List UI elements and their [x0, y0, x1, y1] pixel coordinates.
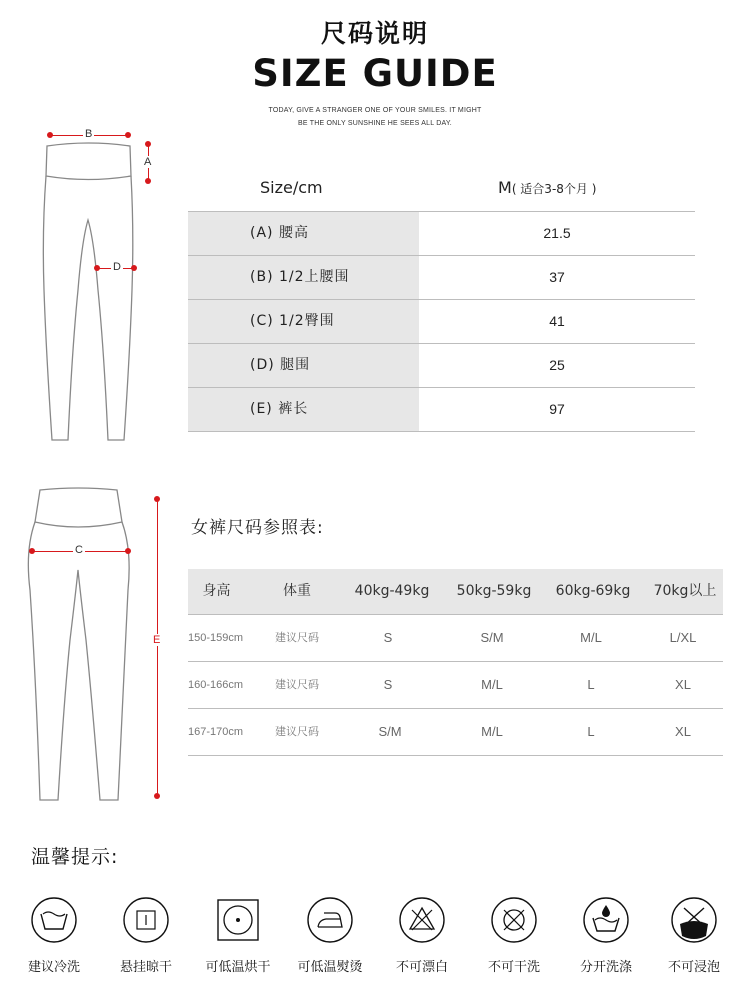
table-row [188, 662, 723, 709]
row-size-50-59: M/L [481, 724, 503, 739]
row-size-70plus: XL [675, 724, 691, 739]
care-label: 不可干洗 [487, 960, 540, 975]
cold-wash-icon [30, 896, 78, 944]
measure-dot-d-right [131, 265, 137, 271]
row-advice: 建议尺码 [275, 725, 319, 738]
measure-line-e [157, 500, 158, 797]
size-row-d [188, 343, 695, 387]
measure-dot-d-left [94, 265, 100, 271]
ref-header-40-49: 40kg-49kg [354, 583, 430, 599]
size-row-value: 25 [549, 357, 565, 373]
measure-dot-a-bottom [145, 178, 151, 184]
leggings-outline-icon [0, 120, 180, 460]
size-row-label: (B) 1/2上腰围 [188, 256, 419, 299]
no-dry-clean-icon [490, 896, 538, 944]
measure-dot-b-right [125, 132, 131, 138]
care-label: 不可浸泡 [667, 960, 720, 975]
title-chinese: 尺码说明 [320, 19, 429, 48]
measure-dot-c-right [125, 548, 131, 554]
measure-dot-e-top [154, 496, 160, 502]
row-size-60-69: L [587, 724, 595, 739]
row-size-50-59: S/M [480, 630, 504, 645]
row-advice: 建议尺码 [275, 631, 319, 644]
care-label: 悬挂晾干 [119, 960, 172, 975]
m-col-header-size: M [498, 178, 512, 197]
row-size-50-59: M/L [481, 677, 503, 692]
row-size-40-49: S/M [378, 724, 402, 739]
tagline-line-1: TODAY, GIVE A STRANGER ONE OF YOUR SMILES. IT MIGHT [268, 107, 482, 114]
size-col-header: Size/cm [260, 178, 323, 197]
row-height: 167-170cm [188, 726, 244, 738]
size-row-label: (C) 1/2臀围 [188, 300, 419, 343]
tips-title: 温馨提示: [31, 846, 119, 868]
care-label: 可低温烘干 [205, 960, 271, 975]
leggings-diagram-front [0, 120, 180, 460]
ref-table-header [188, 569, 723, 615]
hang-dry-icon [122, 896, 170, 944]
leggings-diagram-back [0, 480, 180, 810]
size-row-b [188, 255, 695, 299]
measure-dot-a-top [145, 141, 151, 147]
size-row-value: 21.5 [543, 225, 571, 241]
m-col-header [498, 178, 596, 197]
care-label: 可低温熨烫 [297, 960, 363, 975]
no-bleach-icon [398, 896, 446, 944]
care-label: 分开洗涤 [579, 960, 632, 975]
row-size-60-69: M/L [580, 630, 602, 645]
measure-label-d: D [113, 261, 121, 273]
row-height: 160-166cm [188, 679, 244, 691]
size-row-label: (E) 裤长 [188, 388, 419, 431]
ref-header-50-59: 50kg-59kg [456, 583, 532, 599]
wash-separately-icon [582, 896, 630, 944]
low-temp-iron-icon [306, 896, 354, 944]
care-label: 不可漂白 [395, 960, 448, 975]
row-advice: 建议尺码 [275, 678, 319, 691]
measure-label-a: A [144, 156, 152, 168]
ref-header-60-69: 60kg-69kg [555, 583, 631, 599]
row-size-40-49: S [383, 630, 393, 645]
size-row-label: (D) 腿围 [188, 344, 419, 387]
low-temp-tumble-dry-icon [214, 896, 262, 944]
measure-dot-c-left [29, 548, 35, 554]
measure-label-c: C [75, 544, 83, 556]
title-english: SIZE GUIDE [252, 52, 498, 95]
row-size-40-49: S [383, 677, 393, 692]
measure-label-e: E [153, 634, 161, 646]
size-row-value: 97 [549, 401, 565, 417]
row-size-60-69: L [587, 677, 595, 692]
table-row [188, 709, 723, 756]
row-size-70plus: XL [675, 677, 691, 692]
measure-dot-b-left [47, 132, 53, 138]
ref-header-height: 身高 [202, 583, 231, 599]
ref-header-70plus: 70kg以上 [653, 583, 717, 599]
m-col-header-note: ( 适合3-8个月 ) [511, 182, 597, 196]
tagline-line-2: BE THE ONLY SUNSHINE HE SEES ALL DAY. [298, 120, 452, 127]
ref-header-weight: 体重 [283, 583, 311, 599]
ref-table-title: 女裤尺码参照表: [191, 518, 324, 538]
table-row [188, 615, 723, 662]
care-label: 建议冷洗 [27, 960, 80, 975]
size-row-a [188, 211, 695, 255]
size-row-c [188, 299, 695, 343]
row-size-70plus: L/XL [669, 630, 697, 645]
size-row-e [188, 387, 695, 432]
size-row-value: 41 [549, 313, 565, 329]
measure-dot-e-bottom [154, 793, 160, 799]
row-height: 150-159cm [188, 632, 244, 644]
size-row-value: 37 [549, 269, 565, 285]
size-row-label: (A) 腰高 [188, 212, 419, 255]
no-soak-icon [670, 896, 718, 944]
measure-label-b: B [85, 128, 93, 140]
